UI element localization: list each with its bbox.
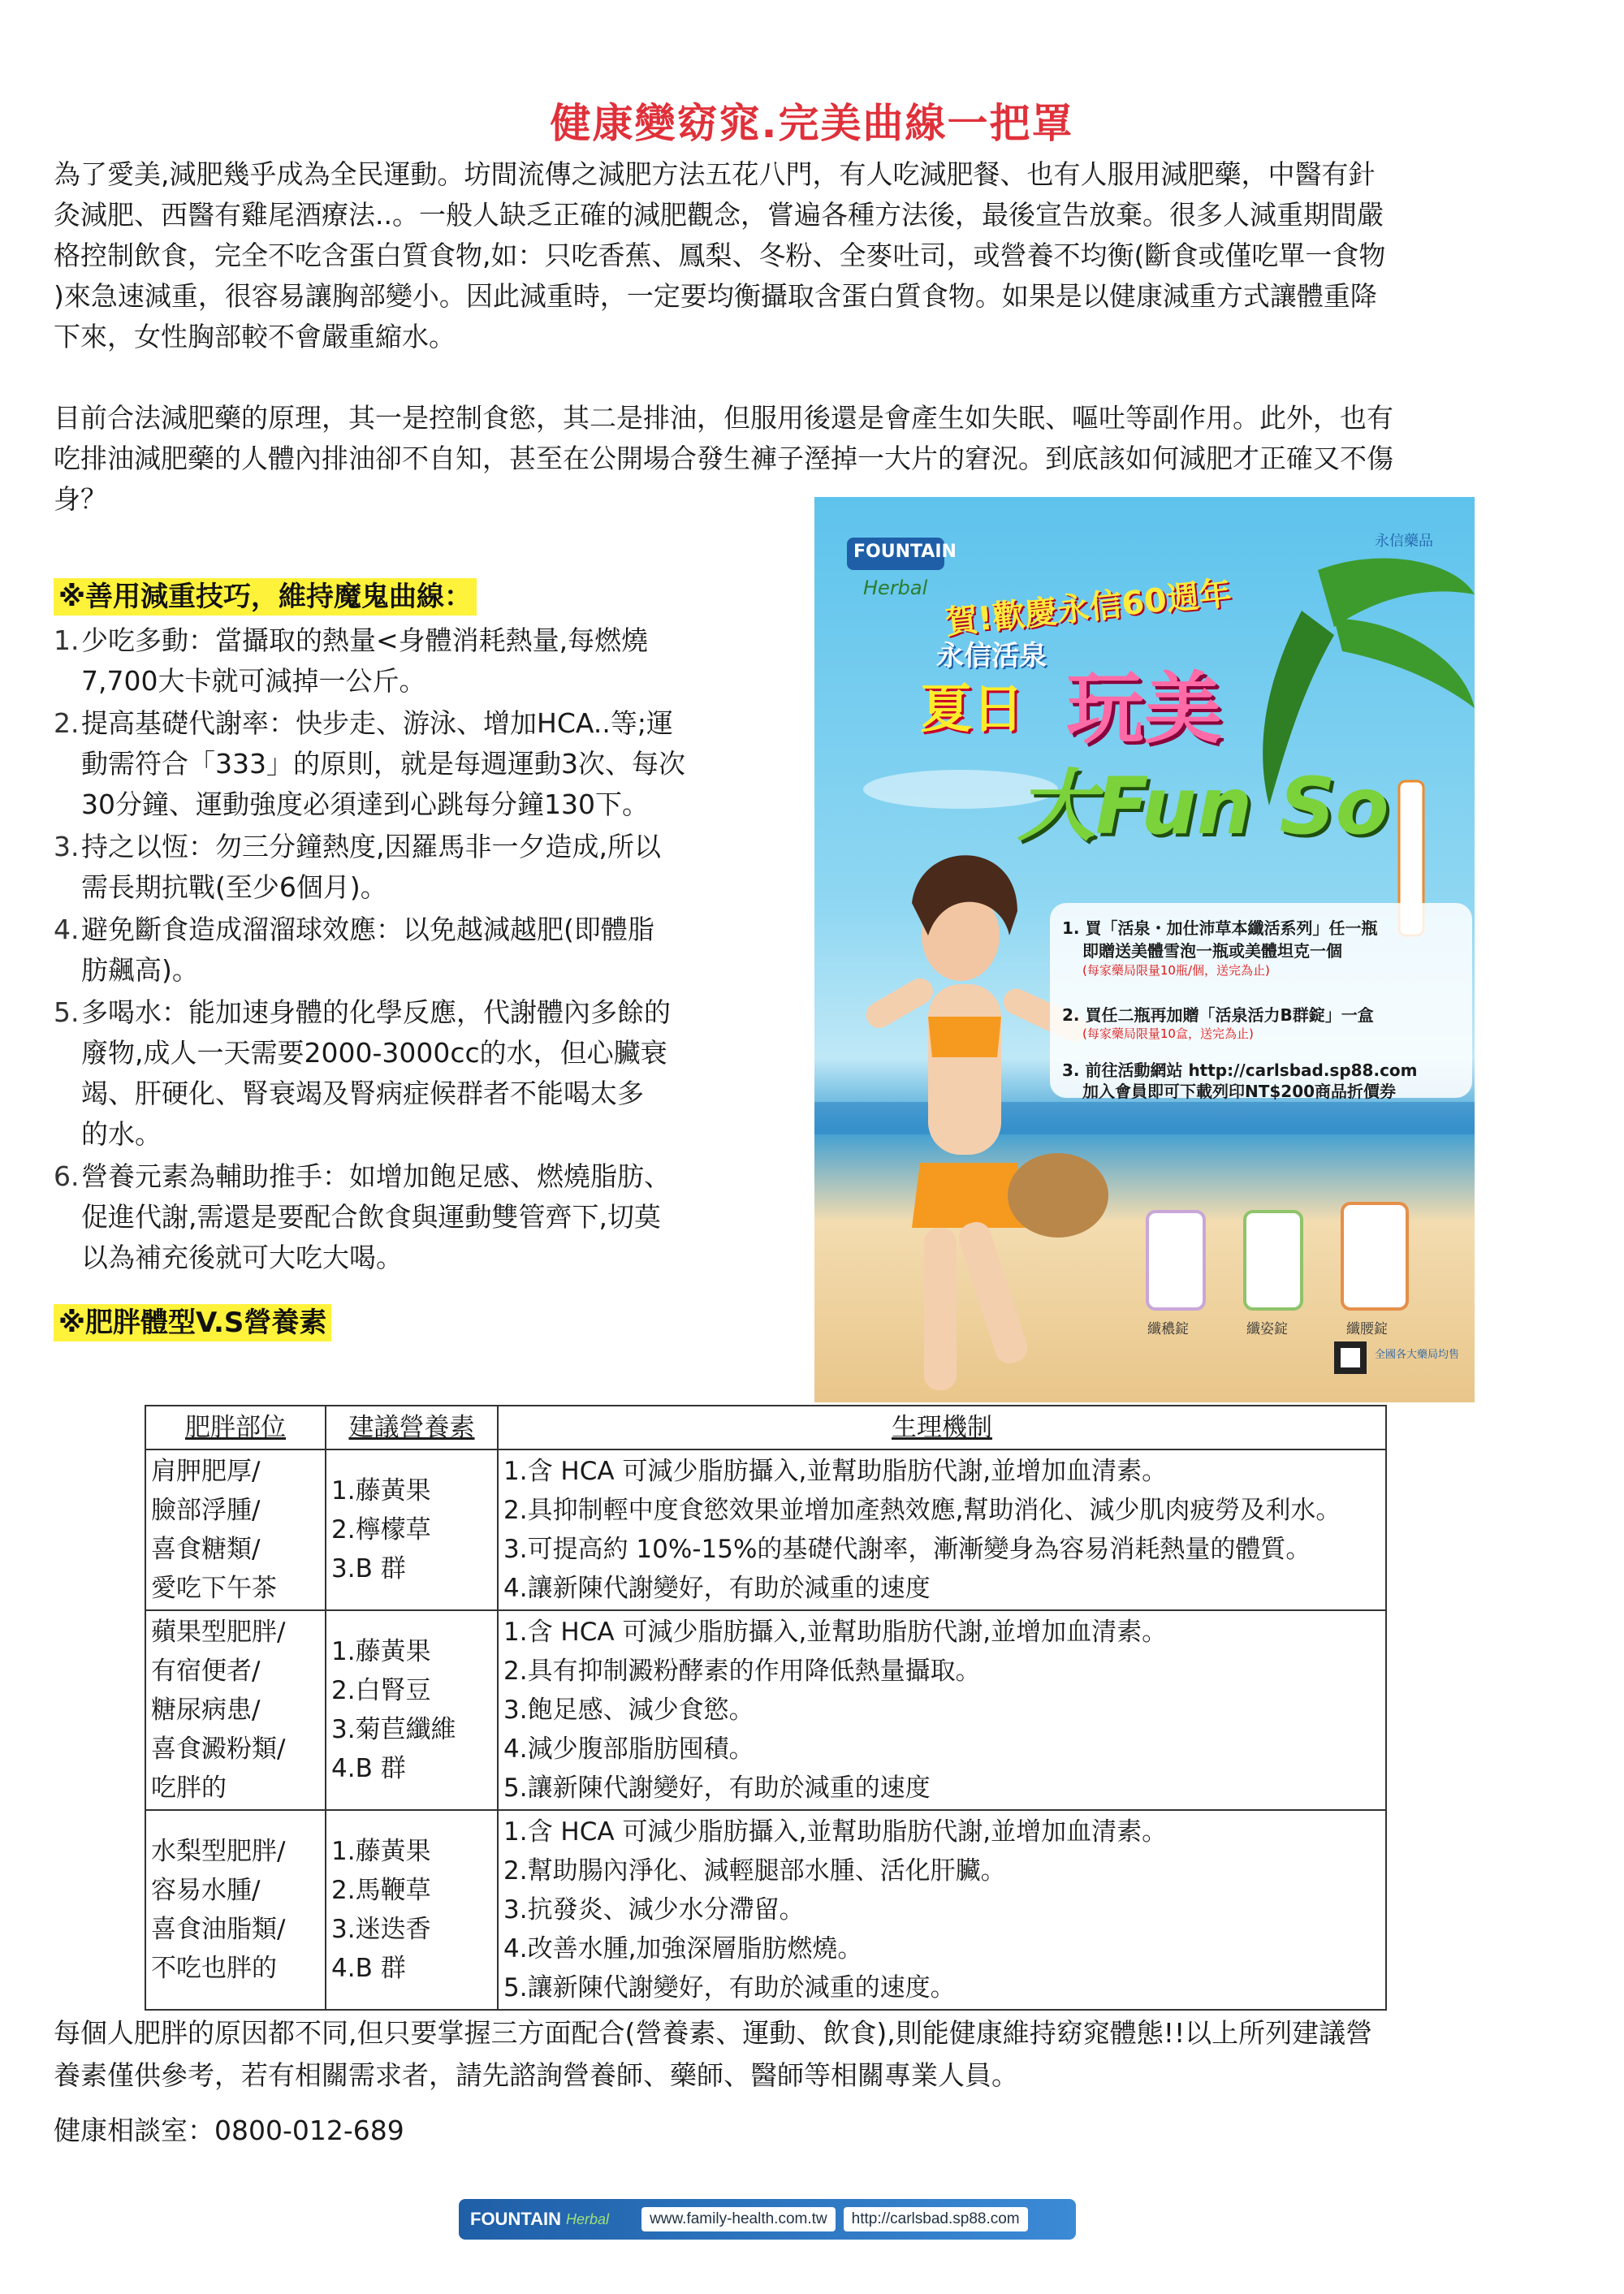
cell-line: 2.具抑制輕中度食慾效果並增加產熱效應,幫助消化、減少肌肉疲勞及利水。 [503,1496,1341,1525]
cell-line: 2.白腎豆 [331,1676,431,1705]
cell-line: 肩胛肥厚/ [151,1457,261,1486]
tip-item [54,703,768,825]
cell-line: 3.抗發炎、減少水分滯留。 [503,1895,805,1925]
ad-product-label: 纖穠錠 [1147,1321,1189,1337]
body-part-cell [145,1810,326,2010]
cell-line: 愛吃下午茶 [151,1574,277,1603]
ad-offer1-note: (每家藥局限量10瓶/個，送完為止) [1082,963,1270,978]
intro-line: 下來，女性胸部較不會嚴重縮水。 [54,321,456,352]
closing-line: 養素僅供參考，若有相關需求者，請先諮詢營養師、藥師、醫師等相關專業人員。 [54,2059,1018,2091]
tip-line: 避免斷食造成溜溜球效應：以免越減越肥(即體脂 [81,914,654,945]
ad-offer2-note: (每家藥局限量10盒，送完為止) [1082,1026,1254,1041]
cell-line: 5.讓新陳代謝變好，有助於減重的速度。 [503,1973,956,2002]
table-heading: ※肥胖體型V.S營養素 [54,1304,331,1341]
cell-line: 5.讓新陳代謝變好，有助於減重的速度 [503,1773,931,1803]
tip-line: 營養元素為輔助推手：如增加飽足感、燃燒脂肪、 [81,1160,671,1192]
ad-brand-sub: Herbal [863,577,928,599]
ad-offer2: 2. 買任二瓶再加贈「活泉活力B群錠」一盒 [1062,1005,1374,1025]
intro-line: 身？ [54,483,107,515]
footer-bar [459,2199,1076,2240]
tips-section [54,577,768,1343]
tip-item [54,909,768,991]
table-header-row [145,1406,1386,1449]
intro-line: 格控制飲食，完全不吃含蛋白質食物,如：只吃香蕉、鳳梨、冬粉、全麥吐司，或營養不均衡(斷食或僅吃單一食物 [54,240,1386,271]
tip-item [54,620,768,702]
advertisement-poster[interactable] [814,497,1475,1402]
ad-product-label: 纖姿錠 [1246,1321,1288,1337]
intro-paragraph [54,154,1483,357]
tip-line: 肪飆高)。 [81,954,199,986]
mechanism-cell [498,1810,1386,2010]
column-header: 建議營養素 [326,1406,498,1449]
cell-line: 3.B 群 [331,1554,406,1583]
cell-line: 4.改善水腫,加強深層脂肪燃燒。 [503,1934,863,1964]
column-header: 生理機制 [498,1406,1386,1449]
cell-line: 4.讓新陳代謝變好，有助於減重的速度 [503,1574,931,1603]
cell-line: 1.藤黃果 [331,1476,431,1506]
tip-item [54,992,768,1155]
tip-line: 促進代謝,需還是要配合飲食與運動雙管齊下,切莫 [81,1201,661,1233]
intro-line: 吃排油減肥藥的人體內排油卻不自知，甚至在公開場合發生褲子溼掉一大片的窘況。到底該如何減肥才正確又不傷 [54,443,1393,474]
cell-line: 蘋果型肥胖/ [151,1618,286,1647]
cell-line: 3.飽足感、減少食慾。 [503,1696,754,1725]
ad-offer3[interactable]: 3. 前往活動網站 http://carlsbad.sp88.com [1062,1061,1418,1080]
ad-line2b: 玩美 [1066,663,1222,754]
body-part-cell [145,1610,326,1810]
sea-band [814,1102,1475,1134]
ad-line1: 永信活泉 [936,640,1047,672]
tip-item [54,827,768,908]
tip-line: 以為補充後就可大吃大喝。 [81,1242,403,1273]
tip-item [54,1156,768,1278]
cell-line: 喜食糖類/ [151,1535,261,1564]
table-row [145,1610,1386,1810]
page-title: 健康變窈窕.完美曲線一把罩 [550,100,1074,147]
cell-line: 3.菊苣纖維 [331,1715,456,1744]
tip-line: 廢物,成人一天需要2000-3000cc的水，但心臟衰 [81,1037,667,1069]
tip-line: 需長期抗戰(至少6個月)。 [81,871,387,903]
cell-line: 2.幫助腸內淨化、減輕腿部水腫、活化肝臟。 [503,1856,1006,1886]
mechanism-cell [498,1610,1386,1810]
cell-line: 4.B 群 [331,1754,406,1783]
tip-line: 7,700大卡就可減掉一公斤。 [81,665,426,697]
cell-line: 4.減少腹部脂肪囤積。 [503,1735,754,1764]
tip-line: 少吃多動：當攝取的熱量<身體消耗熱量,每燃燒 [81,624,649,656]
ad-line2a: 夏日 [920,680,1024,740]
footer-url-link[interactable]: http://carlsbad.sp88.com [844,2207,1028,2231]
ad-product-label: 纖腰錠 [1346,1321,1388,1337]
cell-line: 臉部浮腫/ [151,1496,261,1525]
cell-line: 3.迷迭香 [331,1915,431,1944]
column-header: 肥胖部位 [145,1406,326,1449]
tip-number: 3. [54,831,80,862]
ad-brand: FOUNTAIN [853,542,957,562]
tip-number: 6. [54,1160,80,1192]
cell-line: 不吃也胖的 [151,1954,277,1983]
cell-line: 3.可提高約 10%-15%的基礎代謝率，漸漸變身為容易消耗熱量的體質。 [503,1535,1311,1564]
tips-heading: ※善用減重技巧，維持魔鬼曲線： [54,578,477,616]
tip-line: 竭、肝硬化、腎衰竭及腎病症候群者不能喝太多 [81,1078,644,1109]
cell-line: 1.藤黃果 [331,1637,431,1666]
cell-line: 吃胖的 [151,1773,227,1803]
tip-line: 30分鐘、運動強度必須達到心跳每分鐘130下。 [81,788,649,820]
tip-number: 5. [54,996,80,1028]
nutrient-cell [326,1449,498,1610]
footer-brand: FOUNTAIN [470,2209,562,2229]
ad-qr-label: 全國各大藥局均售 [1375,1349,1460,1361]
intro-line: 為了愛美,減肥幾乎成為全民運動。坊間流傳之減肥方法五花八門，有人吃減肥餐、也有人服用減肥藥，中醫有針 [54,158,1376,190]
body-part-cell [145,1449,326,1610]
closing-line: 每個人肥胖的原因都不同,但只要掌握三方面配合(營養素、運動、飲食),則能健康維持窈窕體態!!以上所列建議營 [54,2017,1373,2049]
table-row [145,1449,1386,1610]
tip-line: 的水。 [81,1118,162,1150]
closing-paragraph [54,2012,1499,2097]
nutrition-table [145,1405,1387,2011]
cell-line: 糖尿病患/ [151,1696,261,1725]
nutrient-cell [326,1810,498,2010]
nutrient-cell [326,1610,498,1810]
cell-line: 2.具有抑制澱粉酵素的作用降低熱量攝取。 [503,1657,981,1686]
basket-icon [1008,1153,1108,1238]
ad-offer1b: 即贈送美體雪泡一瓶或美體坦克一個 [1082,941,1342,961]
intro-line: 灸減肥、西醫有雞尾酒療法..。一般人缺乏正確的減肥觀念，嘗遍各種方法後，最後宣告放棄。很多人減重期間嚴 [54,199,1384,231]
ad-line3: 大Fun So [1017,761,1389,852]
footer-brand-sub: Herbal [566,2210,610,2227]
hotline: 健康相談室：0800-012-689 [54,2115,404,2146]
intro-line: 目前合法減肥藥的原理，其一是控制食慾，其二是排油，但服用後還是會產生如失眠、嘔吐等副作用。此外，也有 [54,402,1393,434]
cell-line: 2.馬鞭草 [331,1876,431,1905]
table-row [145,1810,1386,2010]
cell-line: 有宿便者/ [151,1657,261,1686]
cell-line: 4.B 群 [331,1954,406,1983]
ad-banner: 賀!歡慶永信60週年 [943,574,1233,642]
cell-line: 水梨型肥胖/ [151,1837,286,1866]
ad-offer1: 1. 買「活泉・加仕沛草本纖活系列」任一瓶 [1062,918,1378,938]
ad-company-logo: 永信藥品 [1375,533,1433,550]
tip-line: 提高基礎代謝率：快步走、游泳、增加HCA..等;運 [81,707,673,739]
footer-url-link[interactable]: www.family-health.com.tw [641,2207,836,2231]
cell-line: 2.檸檬草 [331,1515,431,1544]
tip-line: 動需符合「333」的原則，就是每週運動3次、每次 [81,748,685,780]
cell-line: 容易水腫/ [151,1876,261,1905]
tip-line: 多喝水：能加速身體的化學反應，代謝體內多餘的 [81,996,671,1028]
tip-number: 2. [54,707,80,739]
tip-number: 4. [54,914,80,945]
tip-line: 持之以恆：勿三分鐘熱度,因羅馬非一夕造成,所以 [81,831,661,862]
cell-line: 1.含 HCA 可減少脂肪攝入,並幫助脂肪代謝,並增加血清素。 [503,1457,1168,1486]
cell-line: 喜食澱粉類/ [151,1735,286,1764]
intro-line: )來急速減重，很容易讓胸部變小。因此減重時，一定要均衡攝取含蛋白質食物。如果是以健康減重方式讓體重降 [54,280,1377,312]
cell-line: 喜食油脂類/ [151,1915,286,1944]
mechanism-cell [498,1449,1386,1610]
cell-line: 1.含 HCA 可減少脂肪攝入,並幫助脂肪代謝,並增加血清素。 [503,1618,1168,1647]
cell-line: 1.含 HCA 可減少脂肪攝入,並幫助脂肪代謝,並增加血清素。 [503,1817,1168,1847]
tip-number: 1. [54,624,80,656]
ad-offer3b: 加入會員即可下載列印NT$200商品折價券 [1082,1082,1397,1101]
cell-line: 1.藤黃果 [331,1837,431,1866]
